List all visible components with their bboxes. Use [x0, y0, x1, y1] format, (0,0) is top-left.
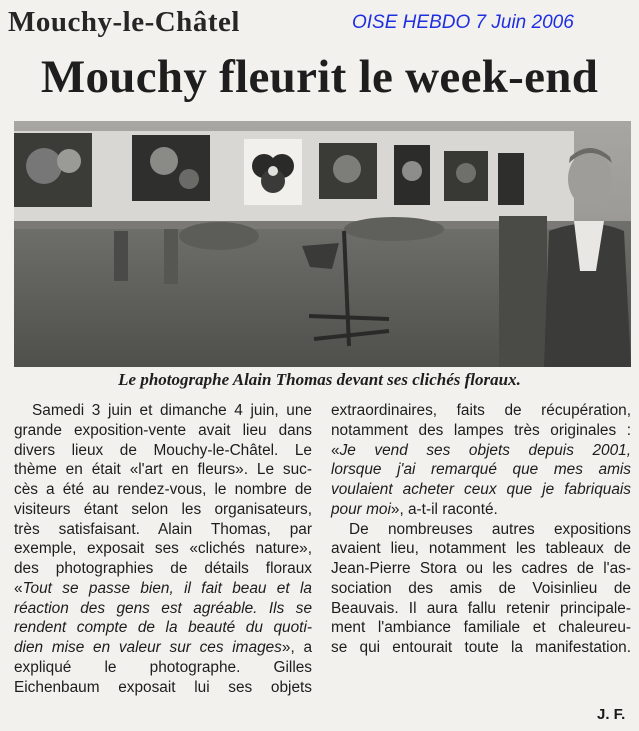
- text-line: [14, 579, 312, 599]
- quote-mark: «: [331, 441, 340, 459]
- quote-end: », a: [281, 639, 313, 656]
- text-line: notamment des lampes très originales :: [331, 421, 631, 439]
- photo-caption: Le photographe Alain Thomas devant ses clichés floraux.: [118, 370, 521, 389]
- quote-line: rendent compte de la beauté du quoti-: [14, 619, 312, 637]
- text-line: [331, 500, 631, 520]
- text-line: expliqué le photographe. Gilles: [14, 658, 312, 676]
- text-line: Jean-Pierre Stora ou les cadres de l'as-: [331, 560, 631, 577]
- publication-source: OISE HEBDO 7 Juin 2006: [352, 12, 574, 33]
- quote-text: Je vend ses objets depuis 2001,: [339, 441, 631, 459]
- text-line: Eichenbaum exposait lui ses objets: [14, 678, 312, 696]
- article-column-right: [331, 401, 631, 658]
- quote-line: lorsque j'ai remarqué que mes amis: [331, 461, 631, 479]
- author-signature: J. F.: [597, 706, 626, 723]
- tree-trunk: [499, 216, 547, 367]
- text-line: Samedi 3 juin et dimanche 4 juin, une: [32, 402, 312, 419]
- quote-text: dien mise en valeur sur ces images: [14, 639, 282, 656]
- text-line: Beauvais. Il aura fallu retenir principale-: [331, 599, 631, 617]
- text-line: extraordinaires, faits de récupération,: [331, 402, 631, 419]
- text-line: avaient lieu, notamment les tableaux de: [331, 540, 631, 558]
- text-line: [331, 441, 631, 461]
- text-line: visiteurs étant selon les organisateurs,: [14, 500, 312, 518]
- text-line: très satisfaisant. Alain Thomas, par: [14, 520, 312, 538]
- text-line: De nombreuses autres expositions: [349, 520, 631, 538]
- quote-line: réaction des gens est agréable. Ils se: [14, 599, 312, 617]
- text-line: exemple, exposait ses «clichés nature»,: [14, 540, 312, 558]
- photo-illustration: [14, 121, 631, 367]
- text-line: sociation des amis de Voisinlieu de: [331, 579, 631, 597]
- text-line: [14, 638, 312, 658]
- article-headline: Mouchy fleurit le week-end: [40, 51, 599, 103]
- quote-end: », a-t-il raconté.: [390, 500, 498, 518]
- text-line: ment l'ambiance familiale et chaleureu-: [331, 619, 631, 637]
- section-title: Mouchy-le-Châtel: [8, 6, 240, 38]
- text-line: thème en était «l'art en fleurs». Le suc-: [14, 461, 312, 479]
- article-column-left: [14, 401, 312, 697]
- text-line: divers lieux de Mouchy-le-Châtel. Le: [14, 441, 312, 459]
- quote-line: voulaient acheter ceux que je fabriquais: [331, 481, 631, 498]
- text-line: cès a été au rendez-vous, le nombre de: [14, 481, 312, 498]
- page-header: [0, 0, 639, 48]
- text-line: des photographies de détails floraux: [14, 560, 312, 577]
- quote-mark: «: [14, 579, 23, 597]
- text-line: grande exposition-vente avait lieu dans: [14, 421, 312, 439]
- quote-text: pour moi: [331, 500, 391, 518]
- article-photo: [14, 121, 631, 367]
- text-line: se qui entourait toute la manifestation.: [331, 639, 631, 656]
- quote-text: Tout se passe bien, il fait beau et la: [22, 579, 312, 597]
